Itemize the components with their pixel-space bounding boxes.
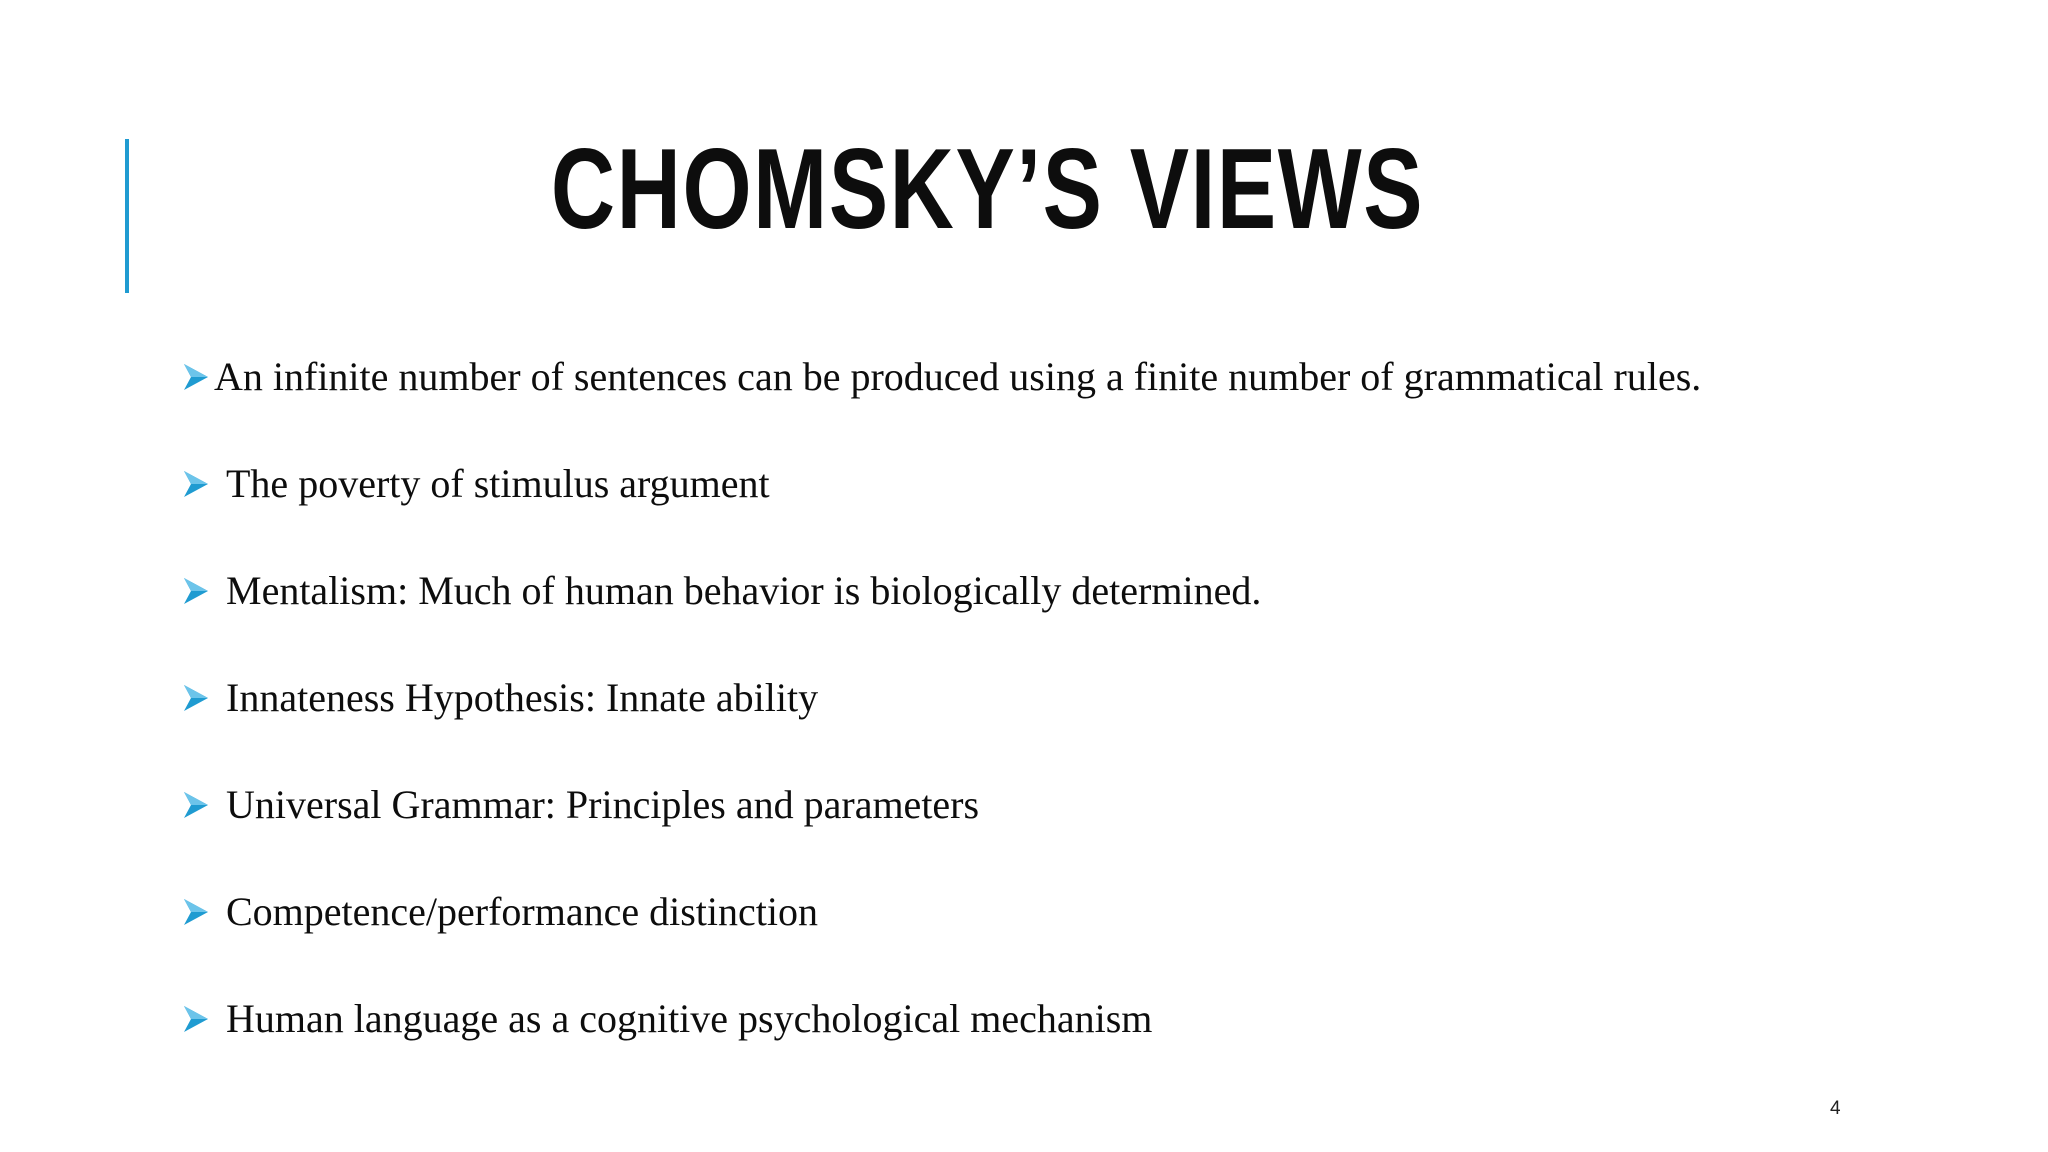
bullet-item	[182, 858, 1962, 965]
bullet-text: Universal Grammar: Principles and parameters	[226, 782, 980, 827]
arrowhead-bullet-icon	[182, 683, 210, 713]
slide-title: CHOMSKY’S VIEWS	[550, 126, 1425, 253]
bullet-list	[182, 323, 1962, 1072]
arrowhead-bullet-icon	[182, 576, 210, 606]
arrowhead-bullet-icon	[182, 469, 210, 499]
arrowhead-bullet-icon	[182, 362, 210, 392]
arrowhead-bullet-icon	[182, 897, 210, 927]
page-number: 4	[1830, 1098, 1841, 1119]
bullet-text: The poverty of stimulus argument	[226, 461, 770, 506]
bullet-item	[182, 644, 1962, 751]
bullet-item	[182, 323, 1962, 430]
bullet-item	[182, 430, 1962, 537]
bullet-text: An infinite number of sentences can be produced using a finite number of grammatical rules.	[214, 354, 1702, 399]
arrowhead-bullet-icon	[182, 790, 210, 820]
bullet-item	[182, 537, 1962, 644]
bullet-text: Competence/performance distinction	[226, 889, 819, 934]
bullet-item	[182, 751, 1962, 858]
bullet-text: Innateness Hypothesis: Innate ability	[226, 675, 819, 720]
bullet-text: Human language as a cognitive psychological mechanism	[226, 996, 1153, 1041]
bullet-text: Mentalism: Much of human behavior is biologically determined.	[226, 568, 1262, 613]
arrowhead-bullet-icon	[182, 1004, 210, 1034]
title-accent-bar	[125, 139, 129, 293]
bullet-item	[182, 965, 1962, 1072]
